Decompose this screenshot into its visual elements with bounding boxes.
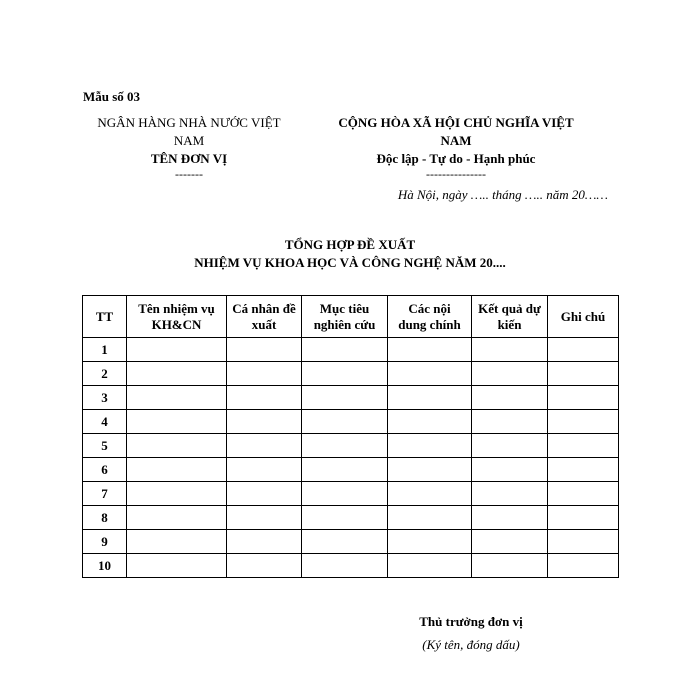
table-cell xyxy=(302,554,388,578)
table-cell xyxy=(388,530,472,554)
table-cell xyxy=(472,386,548,410)
table-cell xyxy=(548,386,619,410)
table-cell xyxy=(127,482,227,506)
table-cell xyxy=(472,458,548,482)
table-cell xyxy=(227,338,302,362)
header-task-name: Tên nhiệm vụ KH&CN xyxy=(127,296,227,338)
table-cell xyxy=(388,506,472,530)
row-number: 6 xyxy=(83,458,127,482)
table-cell xyxy=(127,530,227,554)
row-number: 10 xyxy=(83,554,127,578)
table-cell xyxy=(302,362,388,386)
agency-name-line2: NAM xyxy=(173,133,205,148)
title-line2: NHIỆM VỤ KHOA HỌC VÀ CÔNG NGHỆ NĂM 20.... xyxy=(194,255,506,270)
table-cell xyxy=(548,554,619,578)
table-cell xyxy=(227,530,302,554)
table-cell xyxy=(388,434,472,458)
unit-name: TÊN ĐƠN VỊ xyxy=(150,151,228,166)
national-header xyxy=(318,114,594,180)
table-cell xyxy=(548,338,619,362)
table-row xyxy=(83,410,619,434)
table-cell xyxy=(548,362,619,386)
table-cell xyxy=(302,506,388,530)
table-cell xyxy=(302,458,388,482)
document-title xyxy=(0,236,700,272)
nation-name-line2: NAM xyxy=(440,133,472,148)
table-cell xyxy=(227,386,302,410)
table-cell xyxy=(227,410,302,434)
table-cell xyxy=(388,386,472,410)
issuing-agency-header xyxy=(80,114,298,180)
row-number: 9 xyxy=(83,530,127,554)
table-cell xyxy=(548,530,619,554)
table-cell xyxy=(227,482,302,506)
header-notes: Ghi chú xyxy=(548,296,619,338)
table-cell xyxy=(302,386,388,410)
nation-name-line1: CỘNG HÒA XÃ HỘI CHỦ NGHĨA VIỆT xyxy=(338,115,574,130)
proposal-table xyxy=(82,295,619,578)
row-number: 3 xyxy=(83,386,127,410)
table-cell xyxy=(472,482,548,506)
table-cell xyxy=(388,482,472,506)
table-cell xyxy=(227,362,302,386)
table-cell xyxy=(472,506,548,530)
table-cell xyxy=(227,506,302,530)
table-cell xyxy=(548,482,619,506)
table-cell xyxy=(548,434,619,458)
table-header-row xyxy=(83,296,619,338)
form-number: Mẫu số 03 xyxy=(83,89,141,104)
table-row xyxy=(83,458,619,482)
table-cell xyxy=(548,410,619,434)
national-motto: Độc lập - Tự do - Hạnh phúc xyxy=(376,151,536,166)
table-cell xyxy=(302,410,388,434)
table-row xyxy=(83,482,619,506)
row-number: 5 xyxy=(83,434,127,458)
table-cell xyxy=(472,362,548,386)
table-cell xyxy=(388,410,472,434)
table-cell xyxy=(302,338,388,362)
table-row xyxy=(83,554,619,578)
table-row xyxy=(83,434,619,458)
table-row xyxy=(83,506,619,530)
left-divider: ------- xyxy=(175,167,203,181)
table-row xyxy=(83,362,619,386)
table-cell xyxy=(472,434,548,458)
signature-title: Thủ trưởng đơn vị xyxy=(419,614,523,629)
row-number: 7 xyxy=(83,482,127,506)
table-cell xyxy=(472,554,548,578)
table-cell xyxy=(388,554,472,578)
header-tt: TT xyxy=(83,296,127,338)
table-cell xyxy=(127,362,227,386)
row-number: 8 xyxy=(83,506,127,530)
header-expected-result: Kết quả dự kiến xyxy=(472,296,548,338)
row-number: 2 xyxy=(83,362,127,386)
header-proposer: Cá nhân đề xuất xyxy=(227,296,302,338)
header-main-content: Các nội dung chính xyxy=(388,296,472,338)
table-cell xyxy=(472,410,548,434)
table-cell xyxy=(127,458,227,482)
table-cell xyxy=(127,506,227,530)
table-cell xyxy=(127,554,227,578)
table-cell xyxy=(127,410,227,434)
agency-name-line1: NGÂN HÀNG NHÀ NƯỚC VIỆT xyxy=(97,115,281,130)
table-cell xyxy=(227,554,302,578)
table-cell xyxy=(302,434,388,458)
signature-note: (Ký tên, đóng dấu) xyxy=(422,637,520,652)
table-cell xyxy=(548,506,619,530)
table-row xyxy=(83,386,619,410)
table-cell xyxy=(127,434,227,458)
table-cell xyxy=(388,458,472,482)
table-cell xyxy=(127,338,227,362)
header-objective: Mục tiêu nghiên cứu xyxy=(302,296,388,338)
table-cell xyxy=(472,338,548,362)
table-cell xyxy=(302,482,388,506)
table-row xyxy=(83,338,619,362)
row-number: 4 xyxy=(83,410,127,434)
table-row xyxy=(83,530,619,554)
table-cell xyxy=(302,530,388,554)
table-cell xyxy=(127,386,227,410)
table-cell xyxy=(227,458,302,482)
table-cell xyxy=(388,338,472,362)
row-number: 1 xyxy=(83,338,127,362)
right-divider: --------------- xyxy=(426,167,486,181)
place-date-line: Hà Nội, ngày ….. tháng ….. năm 20…… xyxy=(397,187,608,202)
table-cell xyxy=(388,362,472,386)
table-cell xyxy=(472,530,548,554)
table-cell xyxy=(227,434,302,458)
title-line1: TỔNG HỢP ĐỀ XUẤT xyxy=(284,237,416,252)
table-cell xyxy=(548,458,619,482)
